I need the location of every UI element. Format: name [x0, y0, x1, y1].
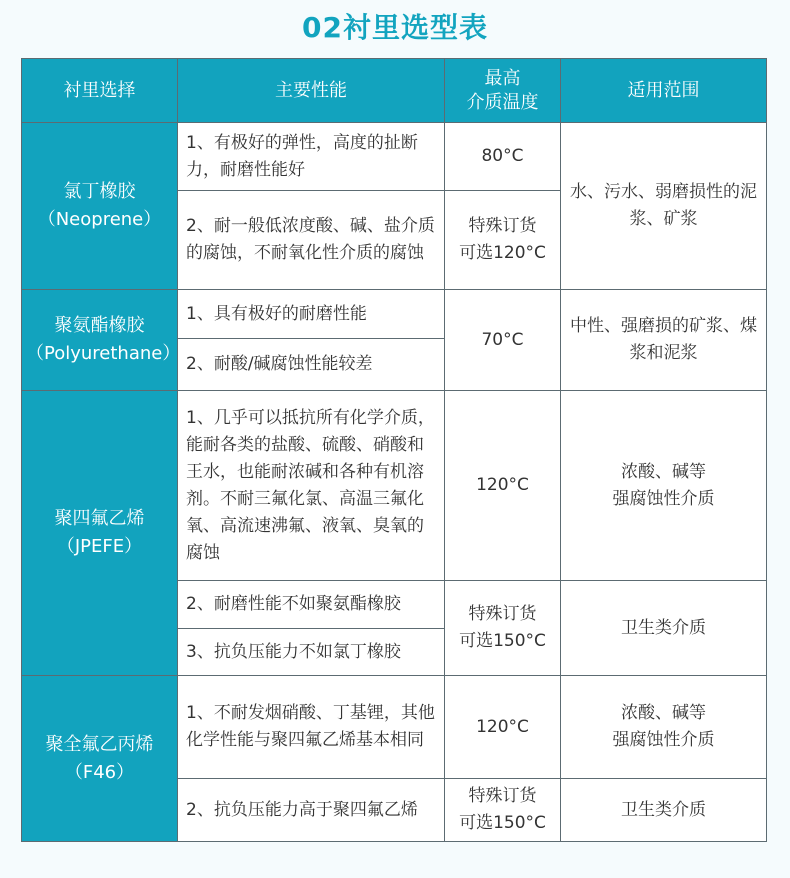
special-order-temp: 可选150°C	[459, 631, 546, 651]
table-row	[22, 123, 767, 191]
special-order-temp: 可选120°C	[459, 243, 546, 263]
max-temp-value	[445, 779, 561, 842]
max-temp-value: 120°C	[445, 391, 561, 581]
feature-text: 2、抗负压能力高于聚四氟乙烯	[178, 779, 445, 842]
special-order-label: 特殊订货	[468, 216, 537, 236]
material-english-name: （JPEFE）	[56, 536, 143, 557]
material-cell	[22, 290, 181, 391]
material-name: 聚四氟乙烯	[54, 508, 145, 529]
table-header-row	[22, 59, 767, 123]
lining-selection-table	[21, 58, 767, 842]
feature-text: 1、不耐发烟硝酸、丁基锂，其他化学性能与聚四氟乙烯基本相同	[178, 676, 445, 779]
header-features: 主要性能	[178, 59, 445, 123]
page-title: 02衬里选型表	[302, 11, 488, 44]
header-scope: 适用范围	[561, 59, 767, 123]
special-order-temp: 可选150°C	[459, 813, 546, 833]
scope-line2: 强腐蚀性介质	[612, 730, 715, 750]
feature-text: 1、具有极好的耐磨性能	[178, 290, 445, 339]
feature-text: 3、抗负压能力不如氯丁橡胶	[178, 629, 445, 676]
scope-line1: 浓酸、碱等	[621, 461, 706, 482]
feature-text: 2、耐一般低浓度酸、碱、盐介质的腐蚀，不耐氧化性介质的腐蚀	[178, 191, 445, 290]
material-name: 聚氨酯橡胶	[54, 315, 145, 336]
material-name: 聚全氟乙丙烯	[45, 733, 154, 755]
scope-text: 卫生类介质	[561, 779, 767, 842]
scope-text: 卫生类介质	[561, 581, 767, 676]
table-row	[22, 676, 767, 779]
max-temp-value: 120°C	[445, 676, 561, 779]
scope-text: 水、污水、弱磨损性的泥浆、矿浆	[561, 123, 767, 290]
feature-text: 2、耐磨性能不如聚氨酯橡胶	[178, 581, 445, 629]
material-name: 氯丁橡胶	[63, 181, 136, 202]
material-cell	[22, 676, 178, 842]
material-english-name: （Polyurethane）	[26, 343, 181, 364]
max-temp-value: 70°C	[445, 290, 561, 391]
scope-line1: 浓酸、碱等	[621, 703, 706, 723]
material-cell	[22, 391, 178, 676]
special-order-label: 特殊订货	[468, 604, 537, 624]
material-english-name: （F46）	[64, 761, 135, 783]
scope-text	[561, 391, 767, 581]
header-material: 衬里选择	[22, 59, 178, 123]
material-english-name: （Neoprene）	[37, 209, 162, 230]
feature-text: 1、有极好的弹性，高度的扯断力，耐磨性能好	[178, 123, 445, 191]
table-row	[22, 391, 767, 581]
max-temp-value: 80°C	[445, 123, 561, 191]
scope-text: 中性、强磨损的矿浆、煤浆和泥浆	[561, 290, 767, 391]
header-temp-line2: 介质温度	[466, 91, 539, 113]
scope-text	[561, 676, 767, 779]
feature-text: 1、几乎可以抵抗所有化学介质，能耐各类的盐酸、硫酸、硝酸和王水，也能耐浓碱和各种有机溶剂。不耐三氟化氯、高温三氟化氧、高流速沸氟、液氧、臭氧的腐蚀	[178, 391, 445, 581]
header-temp-line1: 最高	[484, 67, 521, 89]
max-temp-value	[445, 581, 561, 676]
header-max-temp	[445, 59, 561, 123]
max-temp-value	[445, 191, 561, 290]
material-cell	[22, 123, 178, 290]
table-row	[22, 290, 767, 339]
special-order-label: 特殊订货	[468, 786, 537, 806]
scope-line2: 强腐蚀性介质	[612, 488, 715, 509]
feature-text: 2、耐酸/碱腐蚀性能较差	[178, 339, 445, 391]
